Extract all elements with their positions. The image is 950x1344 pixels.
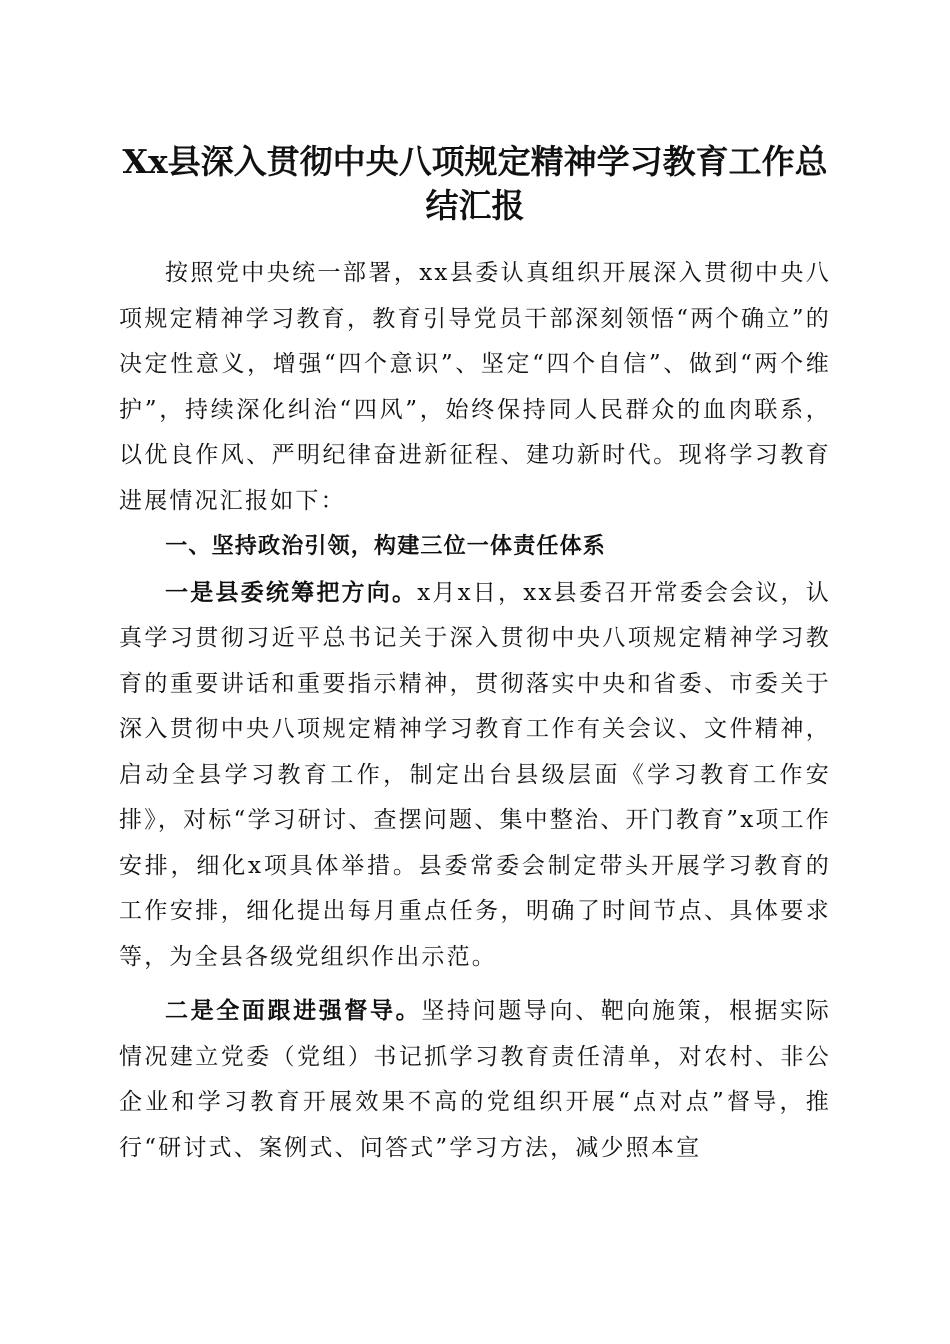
paragraph-text-2: 坚持问题导向、靶向施策，根据实际情况建立党委（党组）书记抓学习教育责任清单，对农村、非公企业和学习教育开展效果不高的党组织开展“点对点”督导，推行“研讨式、案例式、问答式”学习方法，减少照本宣 [119, 998, 832, 1161]
body-paragraph-2 [119, 988, 831, 1171]
paragraph-lead-1: 一是县委统筹把方向。 [165, 578, 418, 606]
paragraph-lead-2: 二是全面跟进强督导。 [165, 997, 422, 1024]
paragraph-text-1: x月x日，xx县委召开常委会会议，认真学习贯彻习近平总书记关于深入贯彻中央八项规定精神学习教育的重要讲话和重要指示精神，贯彻落实中央和省委、市委关于深入贯彻中央八项规定精神学习教育工作有关会议、文件精神，启动全县学习教育工作，制定出台县级层面《学习教育工作安排》，对标“学习研讨、查摆问题、集中整治、开门教育”x项工作安排，细化x项具体举措。县委常委会制定带头开展学习教育的工作安排，细化提出每月重点任务，明确了时间节点、具体要求等，为全县各级党组织作出示范。 [119, 579, 831, 970]
document-title: Xx县深入贯彻中央八项规定精神学习教育工作总结汇报 [122, 142, 828, 225]
intro-paragraph: 按照党中央统一部署，xx县委认真组织开展深入贯彻中央八项规定精神学习教育，教育引导党员干部深刻领悟“两个确立”的决定性意义，增强“四个意识”、坚定“四个自信”、做到“两个维护”，持续深化纠治“四风”，始终保持同人民群众的血肉联系，以优良作风、严明纪律奋进新征程、建功新时代。现将学习教育进展情况汇报如下： [119, 260, 831, 514]
body-paragraph-1 [119, 570, 831, 981]
section-heading-1: 一、坚持政治引领，构建三位一体责任体系 [165, 534, 606, 559]
document-body [119, 251, 831, 1171]
